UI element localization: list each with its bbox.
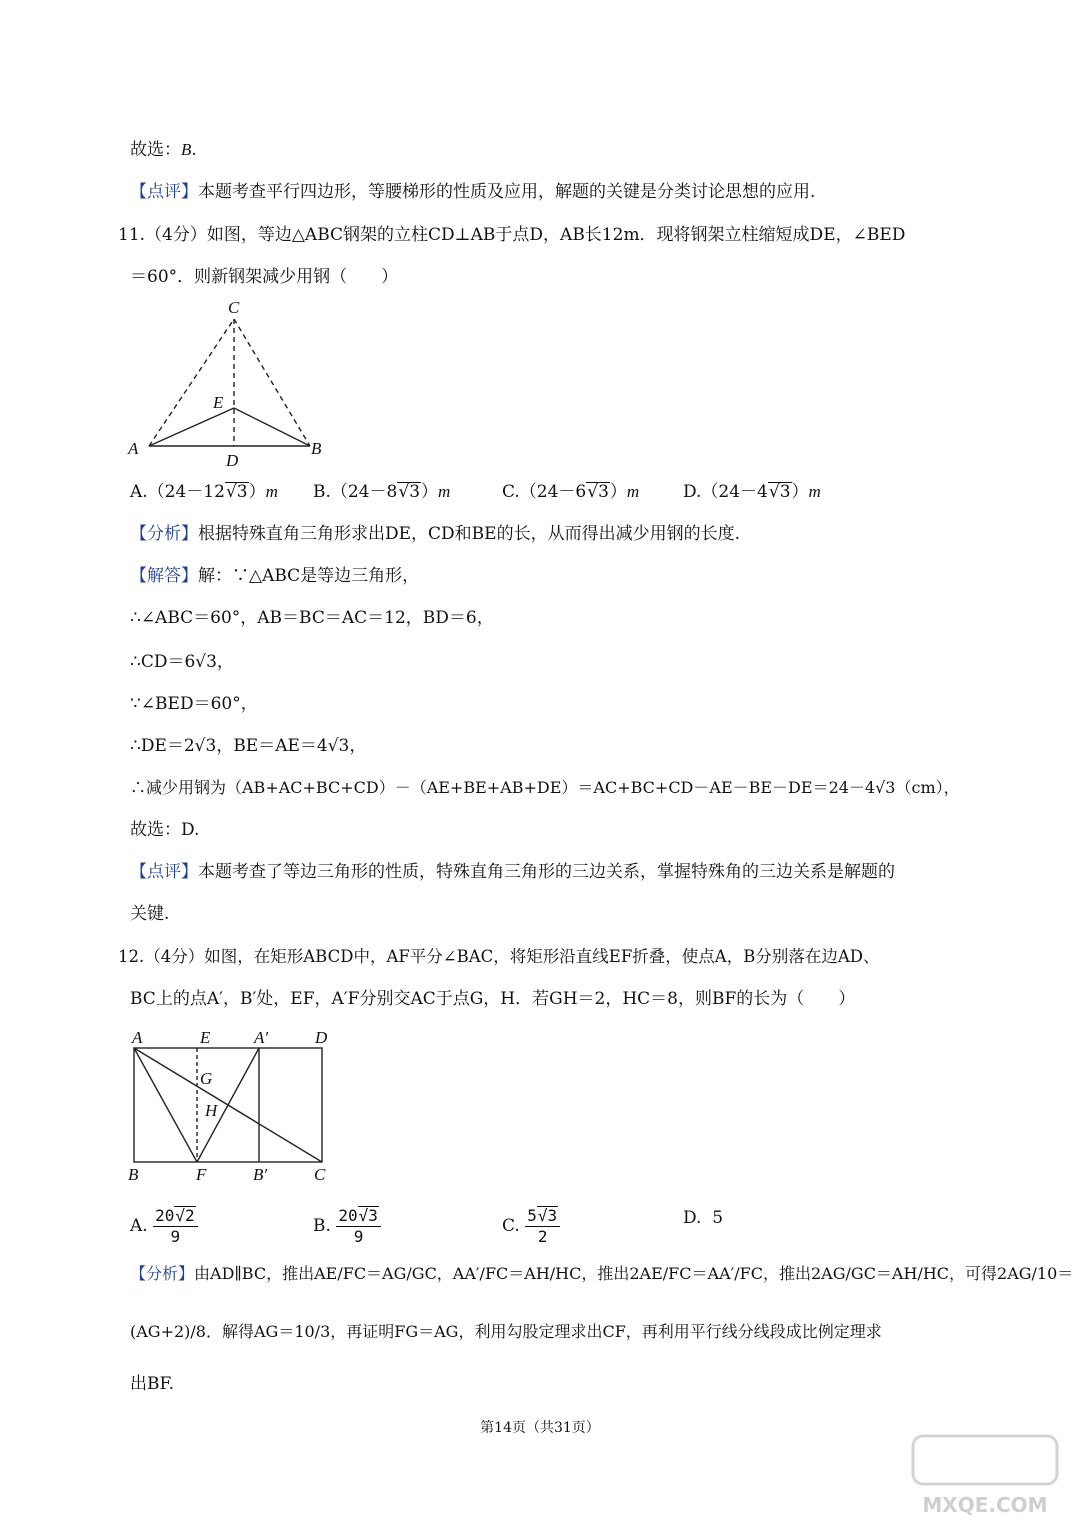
label-a: A [128,439,139,458]
q11-option-d: D.（24－4√3）m [683,482,821,502]
label-c: C [314,1165,326,1184]
q11-solution-3: ∴CD＝6√3， [130,652,234,672]
label-d: D [226,451,239,470]
label-e: E [213,393,224,412]
solution-tag: 【解答】 [130,566,198,586]
review-tag: 【点评】 [130,182,198,202]
q11-solution-2: ∴∠ABC＝60°，AB＝BC＝AC＝12，BD＝6， [130,608,494,628]
q11-solution-4: ∵∠BED＝60°， [130,694,258,714]
review-text: 本题考查了等边三角形的性质，特殊直角三角形的三边关系，掌握特殊角的三边关系是解题的 [198,862,895,882]
q11-option-b: B.（24－8√3）m [313,482,451,502]
label-g: G [200,1069,213,1088]
line-choice-b: 故选：B. [130,140,197,160]
label-d: D [315,1028,328,1047]
q11-stem-1: 11.（4分）如图，等边△ABC钢架的立柱CD⊥AB于点D，AB长12m．现将钢架立柱缩短成DE，∠BED [118,225,906,245]
label-f: F [196,1165,207,1184]
label-b: B [128,1165,139,1184]
label-b-prime: B′ [253,1165,268,1184]
q11-review [130,860,895,884]
q11-review-2: 关键. [130,904,170,924]
q12-option-a: A. $\frac{20√2}{9}$ [130,1206,198,1247]
label-a-prime: A′ [254,1028,269,1047]
label-b: B [311,439,322,458]
q12-analysis-3: 出BF. [130,1374,175,1394]
q11-solution-6: ∴减少用钢为（AB+AC+BC+CD）－（AE+BE+AB+DE）＝AC+BC+CD－AE－BE－DE＝24－4√3（cm）， [130,778,960,797]
q12-option-b: B. $\frac{20√3}{9}$ [313,1206,381,1247]
q12-stem-2: BC上的点A′，B′处，EF，A′F分别交AC于点G，H．若GH＝2，HC＝8，则BF的长为（ ） [130,989,856,1009]
label-h: H [205,1101,218,1120]
label-e: E [200,1028,211,1047]
q12-option-d: D. 5 [683,1208,724,1228]
review-text: 本题考查平行四边形，等腰梯形的性质及应用，解题的关键是分类讨论思想的应用. [198,182,816,202]
q12-analysis-2: (AG+2)/8．解得AG＝10/3，再证明FG＝AG，利用勾股定理求出CF，再利用平行线分线段成比例定理求 [130,1322,882,1341]
figure-rectangle [118,1022,348,1190]
q12-analysis-1 [130,1262,1073,1286]
page-footer: 第14页（共31页） [480,1420,600,1436]
q11-analysis [130,522,740,546]
q11-stem-2: ＝60°．则新钢架减少用钢（ ） [130,267,399,287]
q11-solution-5: ∴DE＝2√3，BE＝AE＝4√3， [130,736,367,756]
solution-step: 解：∵△ABC是等边三角形， [198,566,420,586]
analysis-text: 根据特殊直角三角形求出DE，CD和BE的长，从而得出减少用钢的长度. [198,524,740,544]
label-c: C [228,298,240,317]
review-10 [130,180,815,204]
label-a: A [132,1028,143,1047]
q11-option-a: A.（24－12√3）m [130,482,278,502]
analysis-text: 由AD∥BC，推出AE/FC＝AG/GC，AA′/FC＝AH/HC，推出2AE/FC＝AA′/FC，推出2AG/GC＝AH/HC，可得2AG/10＝ [194,1264,1074,1283]
q11-solution-7: 故选：D. [130,820,200,840]
watermark-logo [905,1430,1065,1520]
q12-stem-1: 12.（4分）如图，在矩形ABCD中，AF平分∠BAC，将矩形沿直线EF折叠，使点A，B分别落在边AD、 [118,947,880,966]
q12-option-c: C. $\frac{5√3}{2}$ [502,1206,560,1247]
watermark-text: MXQE.COM [922,1493,1048,1517]
figure-triangle [118,294,338,474]
analysis-tag: 【分析】 [130,1264,195,1283]
analysis-tag: 【分析】 [130,524,198,544]
q11-solution-1 [130,564,419,588]
q11-option-c: C.（24－6√3）m [502,482,640,502]
review-tag: 【点评】 [130,862,198,882]
